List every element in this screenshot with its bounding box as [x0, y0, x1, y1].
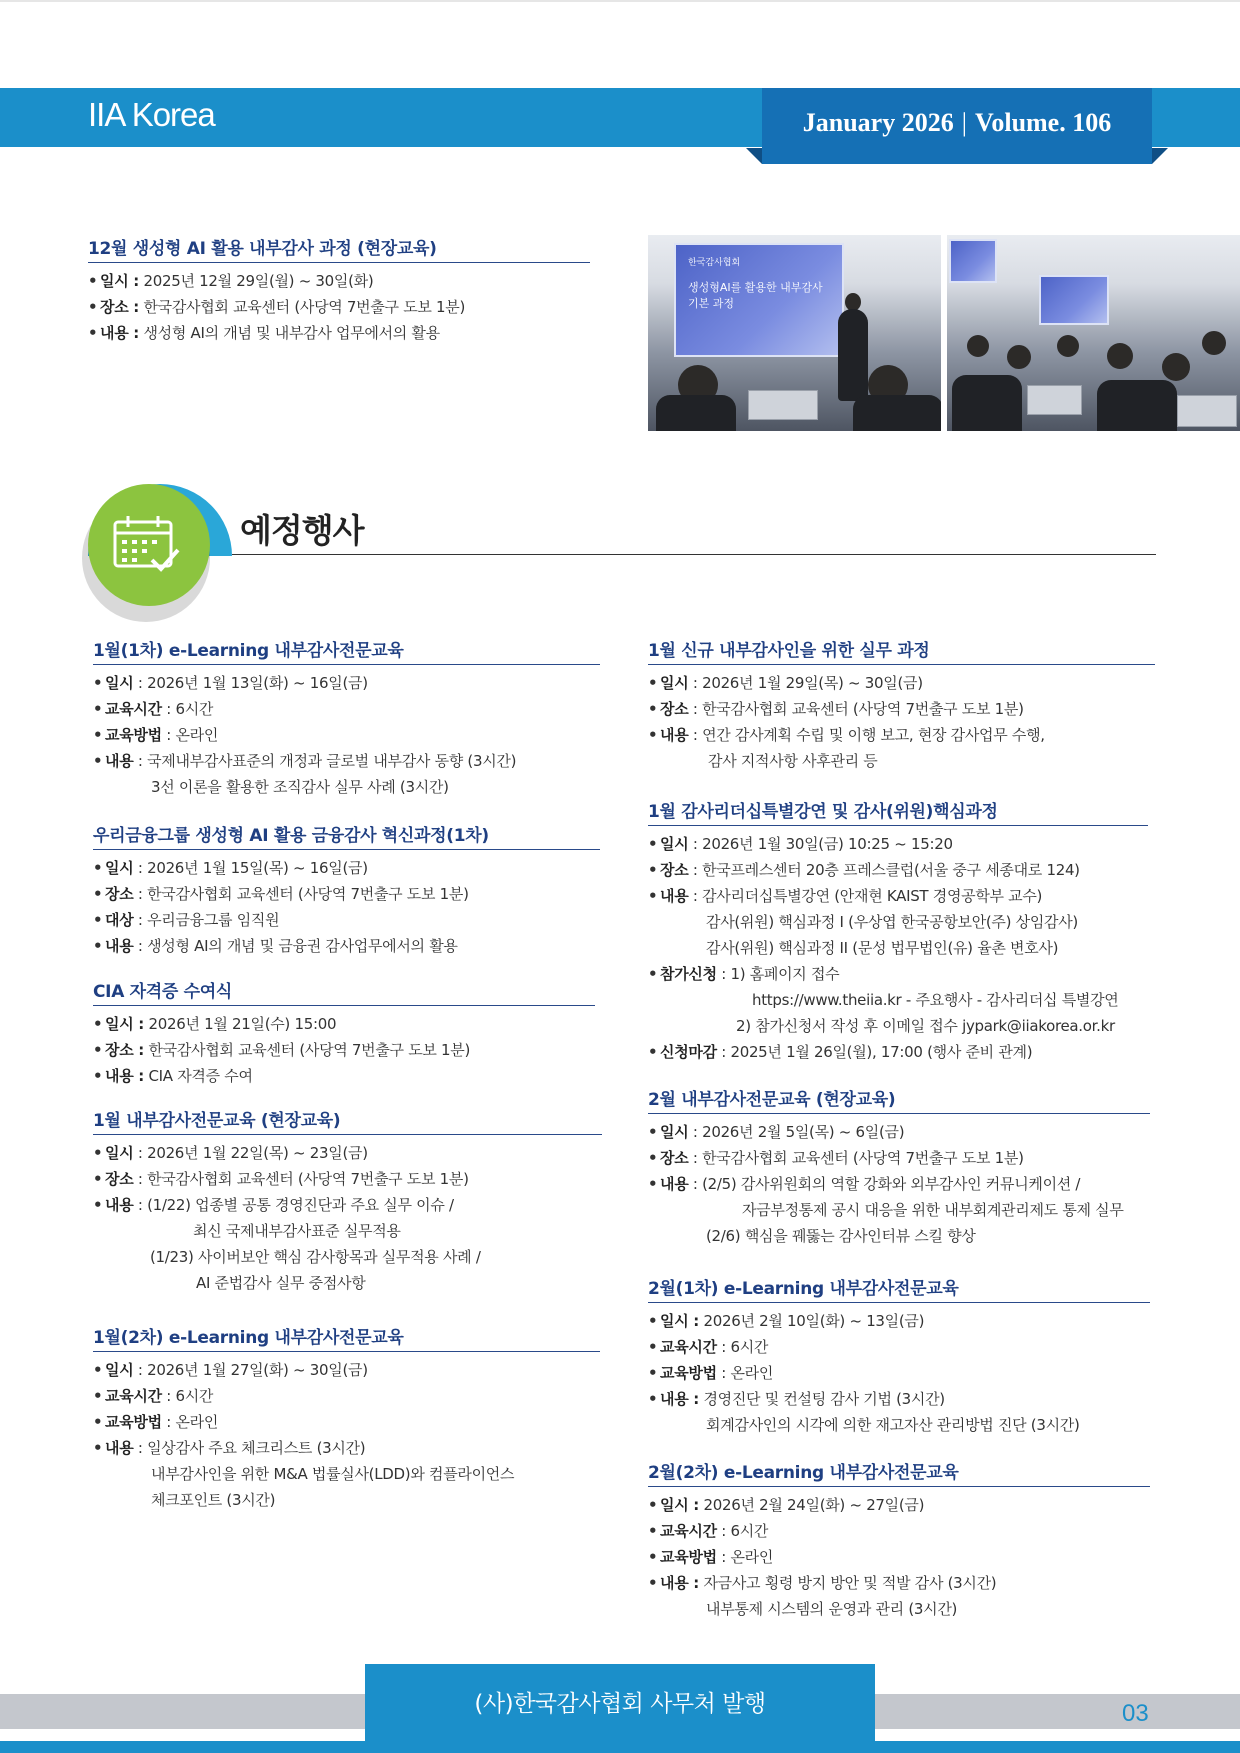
detail-continuation: 감사 지적사항 사후관리 등 [708, 752, 878, 770]
detail-item: • 교육방법 : 온라인 [93, 726, 219, 744]
detail-continuation: https://www.theiia.kr - 주요행사 - 감사리더십 특별강연 [752, 991, 1119, 1009]
detail-item: • 일시 : 2026년 1월 29일(목) ~ 30일(금) [648, 674, 923, 692]
event-title: 2월 내부감사전문교육 (현장교육) [648, 1085, 1150, 1114]
org-name: IIA Korea [88, 96, 215, 133]
detail-item: • 교육시간 : 6시간 [648, 1522, 769, 1540]
event-title: 2월(1차) e-Learning 내부감사전문교육 [648, 1274, 1150, 1303]
event-title: 우리금융그룹 생성형 AI 활용 금융감사 혁신과정(1차) [93, 821, 600, 850]
calendar-check-icon [88, 484, 210, 606]
detail-item: • 일시 : 2026년 1월 13일(화) ~ 16일(금) [93, 674, 368, 692]
event-block [648, 636, 1155, 774]
detail-item: • 내용 : CIA 자격증 수여 [93, 1067, 253, 1085]
detail-item: • 참가신청 : 1) 홈페이지 접수 [648, 965, 840, 983]
event-details [93, 855, 600, 959]
detail-item: • 일시 : 2026년 2월 5일(목) ~ 6일(금) [648, 1123, 905, 1141]
event-title: 1월 감사리더십특별강연 및 감사(위원)핵심과정 [648, 797, 1148, 826]
detail-item: • 장소 : 한국프레스센터 20층 프레스클럽(서울 중구 세종대로 124) [648, 861, 1080, 879]
detail-item: • 내용 : (1/22) 업종별 공통 경영진단과 주요 실무 이슈 / [93, 1196, 454, 1214]
issue-separator: | [961, 108, 967, 137]
detail-item: • 신청마감 : 2025년 1월 26일(월), 17:00 (행사 준비 관계) [648, 1043, 1033, 1061]
detail-item: • 장소 : 한국감사협회 교육센터 (사당역 7번출구 도보 1분) [93, 1041, 471, 1059]
detail-continuation: (2/6) 핵심을 꿰뚫는 감사인터뷰 스킬 향상 [706, 1227, 976, 1245]
detail-item: • 교육시간 : 6시간 [93, 1387, 214, 1405]
detail-item: • 일시 : 2026년 1월 22일(목) ~ 23일(금) [93, 1144, 368, 1162]
event-block [93, 636, 600, 800]
detail-item: • 장소 : 한국감사협회 교육센터 (사당역 7번출구 도보 1분) [93, 1170, 469, 1188]
presentation-screen [1039, 275, 1109, 325]
detail-continuation: 2) 참가신청서 작성 후 이메일 접수 jypark@iiakorea.or.kr [736, 1017, 1115, 1035]
detail-item: • 교육시간 : 6시간 [648, 1338, 769, 1356]
recent-event-title: 12월 생성형 AI 활용 내부감사 과정 (현장교육) [88, 234, 590, 263]
event-details [648, 1039, 1148, 1065]
detail-continuation: 3선 이론을 활용한 조직감사 실무 사례 (3시간) [151, 778, 449, 796]
section-title: 예정행사 [240, 511, 364, 550]
event-block [648, 797, 1148, 1065]
event-block [648, 1458, 1150, 1622]
event-details [93, 670, 600, 774]
detail-item: • 일시 : 2026년 2월 10일(화) ~ 13일(금) [648, 1312, 925, 1330]
event-block [648, 1085, 1150, 1249]
event-title: 1월(1차) e-Learning 내부감사전문교육 [93, 636, 600, 665]
detail-item: • 일시 : 2026년 2월 24일(화) ~ 27일(금) [648, 1496, 925, 1514]
event-block [93, 1323, 600, 1513]
detail-continuation: 최신 국제내부감사표준 실무적용 [193, 1222, 401, 1240]
detail-item: • 교육방법 : 온라인 [93, 1413, 219, 1431]
detail-item: • 일시 : 2026년 1월 21일(수) 15:00 [93, 1015, 337, 1033]
section-divider [232, 554, 1156, 555]
detail-item: • 대상 : 우리금융그룹 임직원 [93, 911, 280, 929]
event-photo-1 [648, 235, 941, 431]
detail-item: • 교육시간 : 6시간 [93, 700, 214, 718]
detail-item: • 내용 : 자금사고 횡령 방지 방안 및 적발 감사 (3시간) [648, 1574, 997, 1592]
detail-continuation: 내부통제 시스템의 운영과 관리 (3시간) [706, 1600, 958, 1618]
event-block [93, 977, 595, 1089]
detail-item: • 내용 : 생성형 AI의 개념 및 금융권 감사업무에서의 활용 [93, 937, 458, 955]
issue-volume: Volume. 106 [974, 108, 1112, 137]
event-block [93, 1106, 602, 1296]
event-title: CIA 자격증 수여식 [93, 977, 595, 1006]
detail-continuation: 감사(위원) 핵심과정 I (우상엽 한국공항보안(주) 상임감사) [706, 913, 1078, 931]
event-details [648, 831, 1148, 909]
issue-label [762, 108, 1152, 138]
presentation-screen: 한국감사협회 생성형AI를 활용한 내부감사 기본 과정 [674, 243, 844, 357]
event-title: 1월(2차) e-Learning 내부감사전문교육 [93, 1323, 600, 1352]
event-block [648, 1274, 1150, 1438]
detail-item: • 장소 : 한국감사협회 교육센터 (사당역 7번출구 도보 1분) [93, 885, 469, 903]
detail-item: • 장소 : 한국감사협회 교육센터 (사당역 7번출구 도보 1분) [88, 298, 466, 316]
detail-item: • 일시 : 2026년 1월 30일(금) 10:25 ~ 15:20 [648, 835, 953, 853]
detail-continuation: AI 준법감사 실무 중점사항 [196, 1274, 366, 1292]
event-details [93, 1140, 602, 1218]
detail-continuation: 내부감사인을 위한 M&A 법률실사(LDD)와 컴플라이언스 [151, 1465, 515, 1483]
event-photo-2 [947, 235, 1240, 431]
detail-item: • 내용 : (2/5) 감사위원회의 역할 강화와 외부감사인 커뮤니케이션 / [648, 1175, 1081, 1193]
detail-continuation: 자금부정통제 공시 대응을 위한 내부회계관리제도 통제 실무 [742, 1201, 1124, 1219]
detail-item: • 장소 : 한국감사협회 교육센터 (사당역 7번출구 도보 1분) [648, 1149, 1024, 1167]
event-details [93, 1357, 600, 1461]
detail-continuation: 감사(위원) 핵심과정 II (문성 법무법인(유) 율촌 변호사) [706, 939, 1059, 957]
event-details [93, 1011, 595, 1089]
recent-event [88, 234, 590, 346]
page-number: 03 [1122, 1700, 1149, 1727]
detail-continuation: (1/23) 사이버보안 핵심 감사항목과 실무적용 사례 / [150, 1248, 481, 1266]
event-title: 1월 신규 내부감사인을 위한 실무 과정 [648, 636, 1155, 665]
event-block [93, 821, 600, 959]
detail-item: • 일시 : 2026년 1월 27일(화) ~ 30일(금) [93, 1361, 368, 1379]
side-screen [949, 239, 997, 283]
detail-item: • 내용 : 연간 감사계획 수립 및 이행 보고, 현장 감사업무 수행, [648, 726, 1045, 744]
detail-item: • 내용 : 경영진단 및 컨설팅 감사 기법 (3시간) [648, 1390, 945, 1408]
publisher-label: (사)한국감사협회 사무처 발행 [365, 1664, 875, 1744]
event-details [648, 1119, 1150, 1197]
event-details [648, 961, 1148, 987]
ribbon-fold-left [746, 148, 762, 164]
detail-continuation: 회계감사인의 시각에 의한 재고자산 관리방법 진단 (3시간) [706, 1416, 1080, 1434]
detail-item: • 장소 : 한국감사협회 교육센터 (사당역 7번출구 도보 1분) [648, 700, 1024, 718]
detail-item: • 내용 : 감사리더십특별강연 (안재현 KAIST 경영공학부 교수) [648, 887, 1043, 905]
top-rule [0, 0, 1240, 2]
event-details [648, 1492, 1150, 1596]
detail-item: • 교육방법 : 온라인 [648, 1364, 774, 1382]
detail-item: • 내용 : 국제내부감사표준의 개정과 글로벌 내부감사 동향 (3시간) [93, 752, 517, 770]
issue-month: January 2026 [802, 108, 954, 137]
detail-item: • 교육방법 : 온라인 [648, 1548, 774, 1566]
event-title: 1월 내부감사전문교육 (현장교육) [93, 1106, 602, 1135]
detail-item: • 내용 : 일상감사 주요 체크리스트 (3시간) [93, 1439, 366, 1457]
detail-item: • 일시 : 2026년 1월 15일(목) ~ 16일(금) [93, 859, 368, 877]
detail-item: • 내용 : 생성형 AI의 개념 및 내부감사 업무에서의 활용 [88, 324, 440, 342]
event-details [648, 670, 1155, 748]
event-title: 2월(2차) e-Learning 내부감사전문교육 [648, 1458, 1150, 1487]
event-details [648, 1308, 1150, 1412]
ribbon-fold-right [1152, 148, 1168, 164]
recent-event-details [88, 268, 590, 346]
detail-continuation: 체크포인트 (3시간) [151, 1491, 276, 1509]
detail-item: • 일시 : 2025년 12월 29일(월) ~ 30일(화) [88, 272, 374, 290]
